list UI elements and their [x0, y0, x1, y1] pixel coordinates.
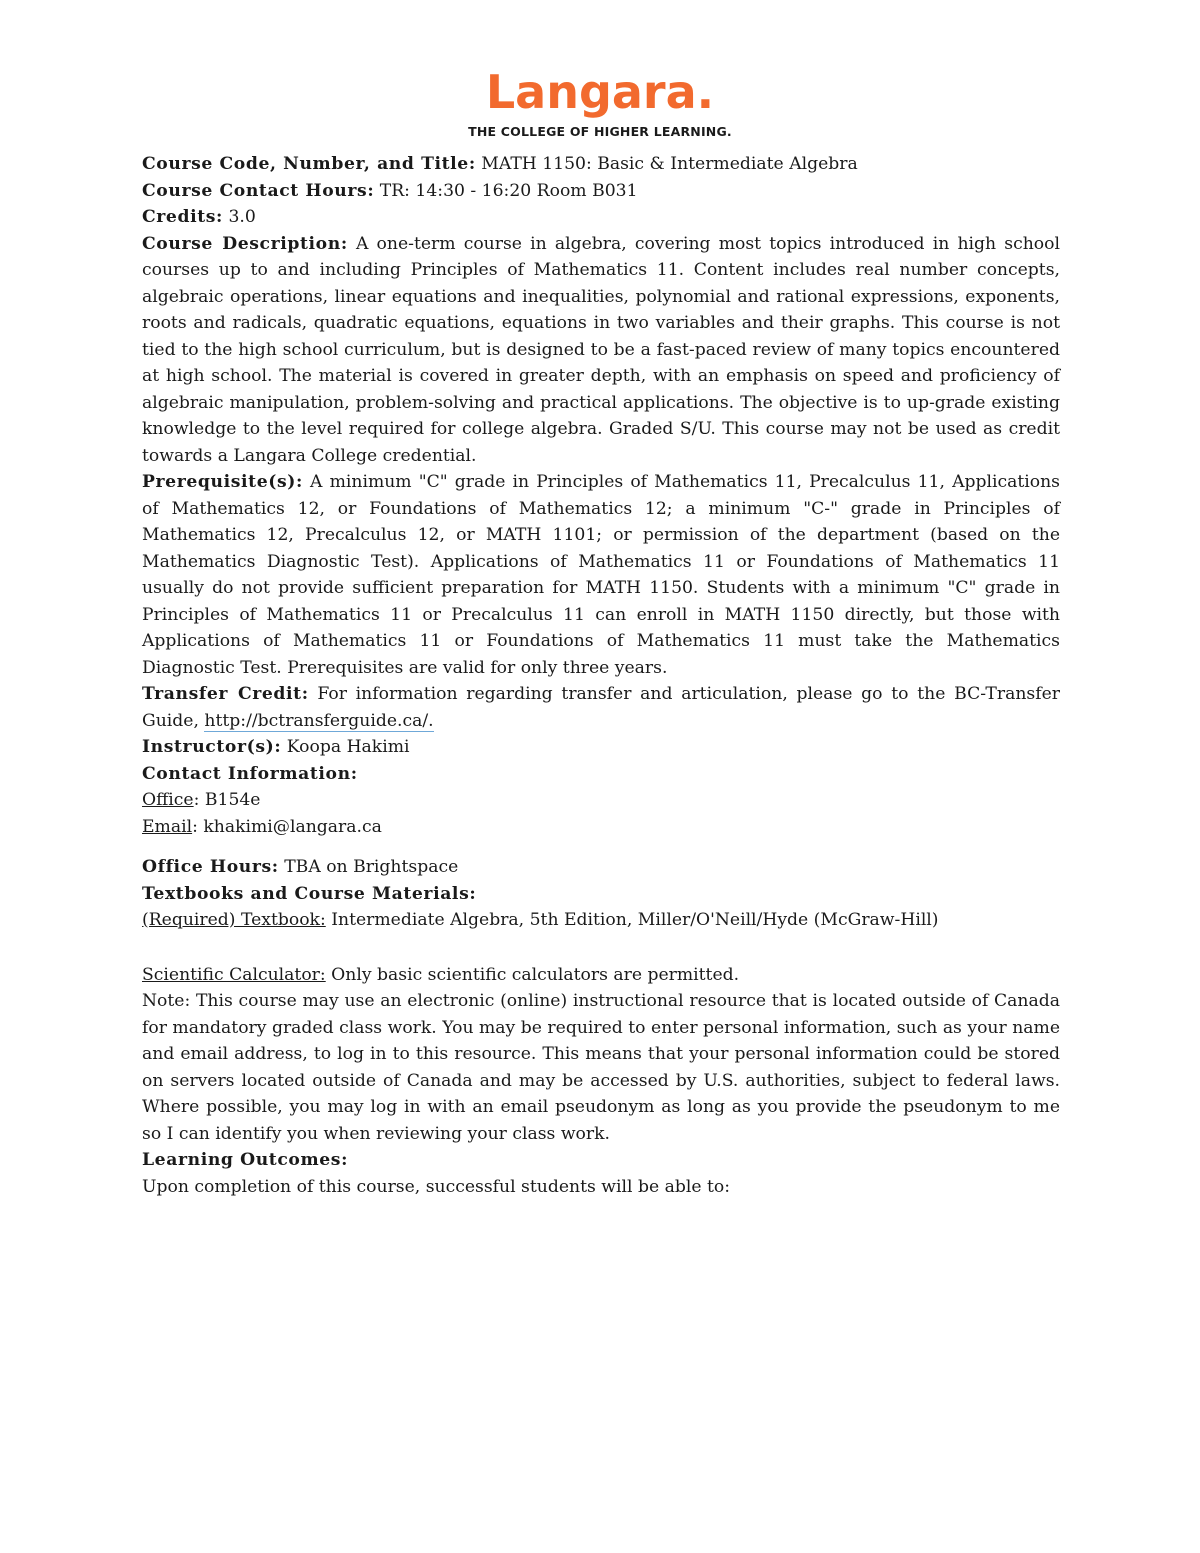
- textbooks-section: [142, 881, 1060, 934]
- contact-information: [142, 761, 1060, 841]
- course-description-label: Course Description:: [142, 233, 348, 254]
- transfer-credit-text: For information regarding transfer and articulation, please go to the BC-Transfer Guide,: [142, 684, 1060, 731]
- course-description-text: A one-term course in algebra, covering most topics introduced in high school courses up to and including Principles of Mathematics 11. Content includes real number concepts, algebraic operations, linear equations and inequalities, polynomial and rational expressions, exponents, roots and radicals, quadratic equations, equations in two variables and their graphs. This course is not tied to the high school curriculum, but is designed to be a fast-paced review of many topics encountered at high school. The material is covered in greater depth, with an emphasis on speed and proficiency of algebraic manipulation, problem-solving and practical applications. The objective is to up-grade existing knowledge to the level required for college algebra. Graded S/U. This course may not be used as credit towards a Langara College credential.: [142, 233, 1060, 466]
- privacy-note: Note: This course may use an electronic (online) instructional resource that is located outside of Canada for mandatory graded class work. You may be required to enter personal information, such as your name and email address, to log in to this resource. This means that your personal information could be stored on servers located outside of Canada and may be accessed by U.S. authorities, subject to federal laws. Where possible, you may log in with an email pseudonym as long as you provide the pseudonym to me so I can identify you when reviewing your class work.: [142, 991, 1060, 1144]
- credits-value: 3.0: [228, 207, 256, 227]
- contact-hours-value: TR: 14:30 - 16:20 Room B031: [379, 180, 638, 201]
- instructor-label: Instructor(s):: [142, 737, 282, 757]
- logo-wordmark: Langara.: [485, 65, 715, 119]
- email-label: Email: [142, 816, 193, 837]
- prerequisites-text: A minimum "C" grade in Principles of Mathematics 11, Precalculus 11, Applications of Mathematics 12, or Foundations of Mathematics 12; a minimum "C-" grade in Principles of Mathematics 12, Precalculus 12, or MATH 1101; or permission of the department (based on the Mathematics Diagnostic Test). Applications of Mathematics 11 or Foundations of Mathematics 11 usually do not provide sufficient preparation for MATH 1150. Students with a minimum "C" grade in Principles of Mathematics 11 or Precalculus 11 can enroll in MATH 1150 directly, but those with Applications of Mathematics 11 or Foundations of Mathematics 11 must take the Mathematics Diagnostic Test. Prerequisites are valid for only three years.: [142, 472, 1060, 678]
- course-description: [142, 231, 1060, 470]
- learning-outcomes: [142, 1147, 1060, 1200]
- textbook-value: Intermediate Algebra, 5th Edition, Miller/O'Neill/Hyde (McGraw-Hill): [331, 910, 939, 930]
- contact-information-label: Contact Information:: [142, 763, 358, 784]
- email-value: khakimi@langara.ca: [203, 816, 382, 837]
- transfer-credit: [142, 681, 1060, 734]
- calculator-value: Only basic scientific calculators are permitted.: [331, 964, 740, 985]
- prerequisites-label: Prerequisite(s):: [142, 472, 303, 492]
- office-hours-label: Office Hours:: [142, 857, 279, 877]
- calculator-label: Scientific Calculator:: [142, 964, 326, 985]
- textbook-label: (Required) Textbook:: [142, 910, 326, 930]
- learning-outcomes-intro: Upon completion of this course, successful students will be able to:: [142, 1176, 731, 1197]
- contact-hours-line: [142, 178, 1060, 205]
- contact-hours-label: Course Contact Hours:: [142, 180, 375, 201]
- credits-line: [142, 204, 1060, 231]
- learning-outcomes-label: Learning Outcomes:: [142, 1150, 349, 1170]
- textbooks-label: Textbooks and Course Materials:: [142, 883, 477, 904]
- email-line: Email: khakimi@langara.ca: [142, 816, 382, 837]
- langara-logo: [0, 64, 1200, 139]
- course-code-value: MATH 1150: Basic & Intermediate Algebra: [481, 154, 858, 174]
- instructor-value: Koopa Hakimi: [286, 737, 410, 757]
- office-value: B154e: [204, 790, 261, 810]
- office-label: Office: [142, 790, 194, 810]
- course-code-line: [142, 151, 1060, 178]
- office-hours-line: [142, 854, 1060, 881]
- logo-tagline: THE COLLEGE OF HIGHER LEARNING.: [468, 124, 732, 139]
- prerequisites: [142, 469, 1060, 681]
- bc-transfer-guide-link[interactable]: http://bctransferguide.ca/.: [204, 710, 434, 731]
- calculator-line: [142, 962, 1060, 989]
- course-code-label: Course Code, Number, and Title:: [142, 154, 476, 174]
- office-line: Office: B154e: [142, 790, 261, 810]
- office-hours-value: TBA on Brightspace: [284, 857, 459, 877]
- textbook-line: [142, 907, 1060, 934]
- syllabus-content: [142, 151, 1060, 1214]
- instructor-line: [142, 734, 1060, 761]
- credits-label: Credits:: [142, 207, 223, 227]
- transfer-credit-label: Transfer Credit:: [142, 684, 309, 704]
